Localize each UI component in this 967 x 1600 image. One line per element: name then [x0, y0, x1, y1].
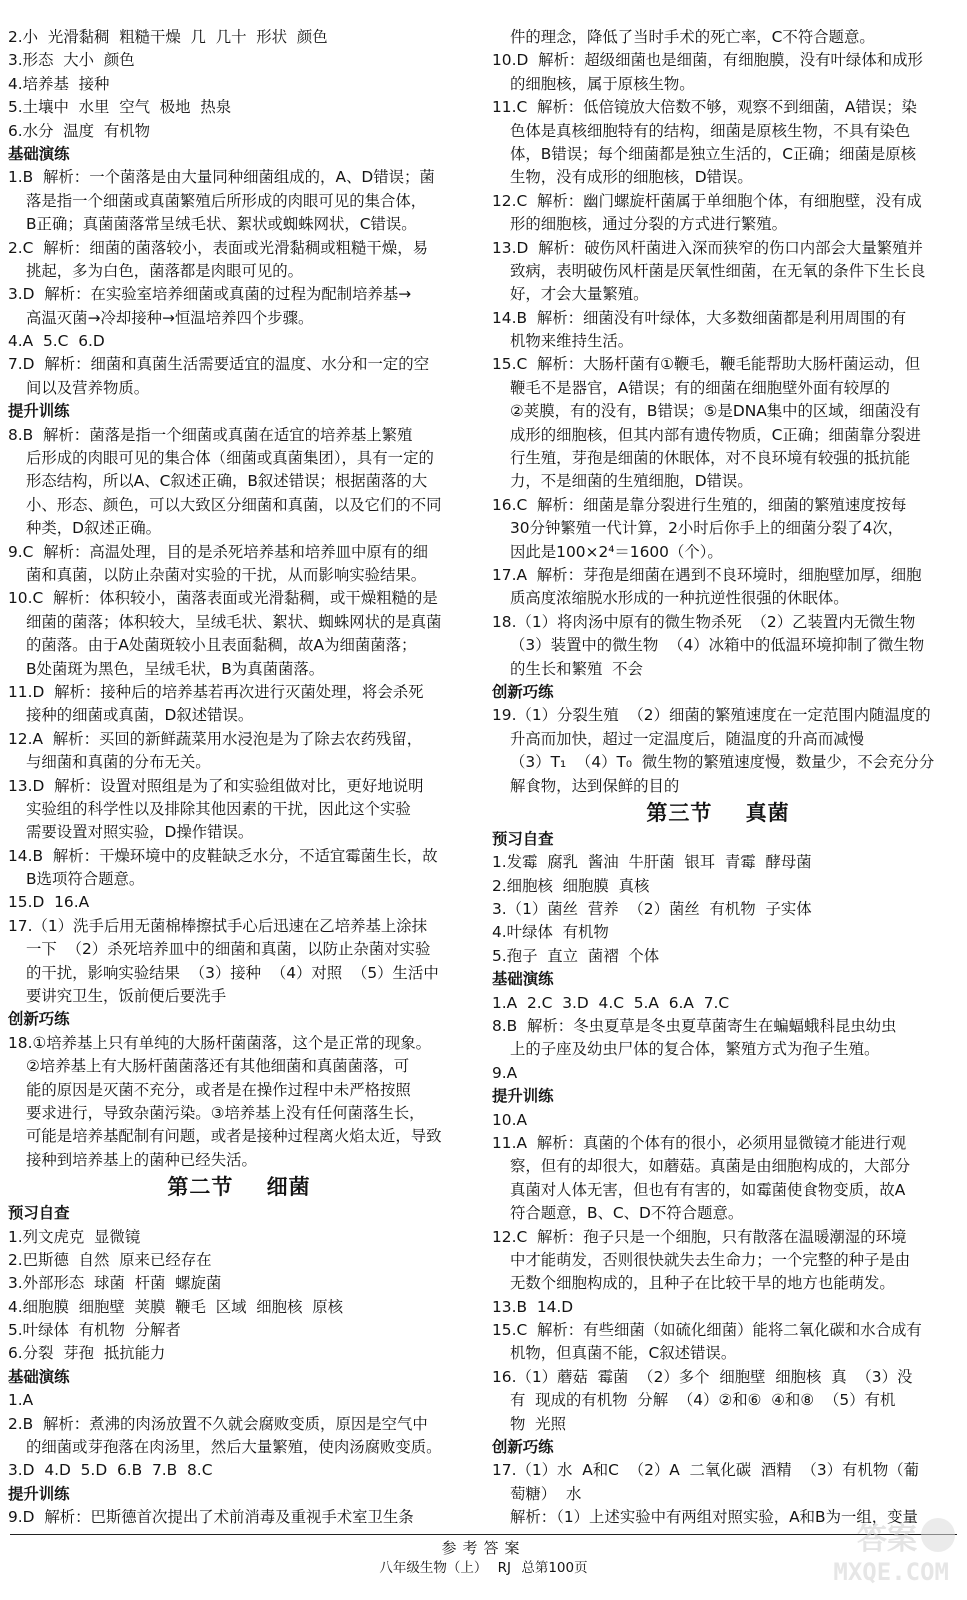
answer-line: 2.C 解析：细菌的菌落较小，表面或光滑黏稠或粗糙干燥，易	[8, 238, 428, 257]
answer-line: 4.细胞膜 细胞壁 荚膜 鞭毛 区域 细胞核 原核	[8, 1297, 344, 1316]
answer-line: 5.孢子 直立 菌褶 个体	[492, 946, 660, 965]
answer-line: 13.B 14.D	[492, 1297, 574, 1316]
answer-line: 要求进行，导致杂菌污染。③培养基上没有任何菌落生长，	[26, 1103, 425, 1122]
answer-line: 15.D 16.A	[8, 893, 90, 912]
answer-line: 行生殖，芽孢是细菌的休眠体，对不良环境有较强的抵抗能	[510, 449, 911, 468]
answer-line: 1.发霉 腐乳 酱油 牛肝菌 银耳 青霉 酵母菌	[492, 853, 812, 872]
answer-line: 机物来维持生活。	[510, 332, 634, 351]
answer-line: 3.（1）菌丝 营养 （2）菌丝 有机物 子实体	[492, 900, 812, 919]
answer-line: 能的原因是灭菌不充分，或者是在操作过程中未严格按照	[26, 1080, 411, 1099]
answer-line: 后形成的肉眼可见的集合体（细菌或真菌集团），具有一定的	[26, 449, 434, 468]
answer-line: 菌和真菌，以防止杂菌对实验的干扰，从而影响实验结果。	[26, 565, 427, 584]
answer-line: 物 光照	[510, 1414, 566, 1433]
answer-line: 落是指一个细菌或真菌繁殖后所形成的肉眼可见的集合体，	[26, 191, 427, 210]
answer-line: 的干扰，影响实验结果 （3）接种 （4）对照 （5）生活中	[26, 963, 439, 982]
answer-line: B处菌斑为黑色，呈绒毛状，B为真菌菌落。	[26, 659, 325, 678]
answer-line: 2.巴斯德 自然 原来已经存在	[8, 1250, 212, 1269]
answer-line: 15.C 解析：有些细菌（如硫化细菌）能将二氧化碳和水合成有	[492, 1321, 922, 1340]
answer-line: 好，才会大量繁殖。	[510, 285, 649, 304]
left-answer-column	[8, 26, 470, 1530]
subsection-heading: 预习自查	[8, 1204, 70, 1223]
answer-line: 接种的细菌或真菌，D叙述错误。	[26, 706, 254, 725]
footer-page-number: 总第100页	[521, 1560, 588, 1576]
subsection-heading: 提升训练	[8, 402, 70, 421]
answer-line: 10.D 解析：超级细菌也是细菌，有细胞膜，没有叶绿体和成形	[492, 51, 923, 70]
answer-line: 11.A 解析：真菌的个体有的很小，必须用显微镜才能进行观	[492, 1133, 907, 1152]
answer-line: 体，B错误；每个细菌都是独立生活的，C正确；细菌是原核	[510, 144, 917, 163]
answer-line: 一下 （2）杀死培养皿中的细菌和真菌，以防止杂菌对实验	[26, 940, 431, 959]
answer-line: 4.培养基 接种	[8, 74, 110, 93]
answer-line: ②培养基上有大肠杆菌菌落还有其他细菌和真菌菌落，可	[26, 1057, 410, 1076]
answer-line: 1.A 2.C 3.D 4.C 5.A 6.A 7.C	[492, 993, 730, 1012]
answer-line: 与细菌和真菌的分布无关。	[26, 753, 211, 772]
answer-line: 6.分裂 芽孢 抵抗能力	[8, 1344, 166, 1363]
answer-line: 的细菌或芽孢落在肉汤里，然后大量繁殖，使肉汤腐败变质。	[26, 1438, 442, 1457]
subsection-heading: 创新巧练	[492, 682, 554, 701]
answer-line: 9.D 解析：巴斯德首次提出了术前消毒及重视手术室卫生条	[8, 1508, 414, 1527]
answer-line: 小、形态、颜色，可以大致区分细菌和真菌，以及它们的不同	[26, 495, 442, 514]
answer-line: 可能是培养基配制有问题，或者是接种过程离火焰太近，导致	[26, 1127, 442, 1146]
answer-line: 17.（1）水 A和C （2）A 二氧化碳 酒精 （3）有机物（葡	[492, 1461, 920, 1480]
subsection-heading: 基础演练	[492, 970, 554, 989]
answer-line: 17.A 解析：芽孢是细菌在遇到不良环境时，细胞壁加厚，细胞	[492, 565, 922, 584]
answer-line: 要讲究卫生，饭前便后要洗手	[26, 987, 227, 1006]
section-title: 第二节 细菌	[167, 1175, 311, 1200]
answer-line: 力，不是细菌的生殖细胞，D错误。	[510, 472, 753, 491]
subsection-heading: 基础演练	[8, 1367, 70, 1386]
answer-line: 16.（1）蘑菇 霉菌 （2）多个 细胞壁 细胞核 真 （3）没	[492, 1367, 913, 1386]
answer-line: 13.D 解析：设置对照组是为了和实验组做对比，更好地说明	[8, 776, 424, 795]
answer-line: 9.A	[492, 1063, 518, 1082]
answer-line: 色体是真核细胞特有的结构，细菌是原核生物，不具有染色	[510, 121, 911, 140]
answer-line: 萄糖） 水	[510, 1484, 582, 1503]
answer-line: 接种到培养基上的菌种已经失活。	[26, 1150, 257, 1169]
answer-line: 升高而加快，超过一定温度后，随温度的升高而减慢	[510, 729, 864, 748]
answer-line: 形的细胞核，通过分裂的方式进行繁殖。	[510, 215, 788, 234]
answer-line: 致病，表明破伤风杆菌是厌氧性细菌，在无氧的条件下生长良	[510, 261, 926, 280]
answer-line: 7.D 解析：细菌和真菌生活需要适宜的温度、水分和一定的空	[8, 355, 430, 374]
answer-line: 察，但有的却很大，如蘑菇。真菌是由细胞构成的，大部分	[510, 1157, 911, 1176]
subsection-heading: 预习自查	[492, 829, 554, 848]
answer-line: 18.（1）将肉汤中原有的微生物杀死 （2）乙装置内无微生物	[492, 612, 916, 631]
answer-line: 18.①培养基上只有单纯的大肠杆菌菌落，这个是正常的现象。	[8, 1033, 432, 1052]
right-answer-column	[492, 26, 944, 1530]
answer-line: 12.C 解析：幽门螺旋杆菌属于单细胞个体，有细胞壁，没有成	[492, 191, 922, 210]
answer-line: 8.B 解析：菌落是指一个细菌或真菌在适宜的培养基上繁殖	[8, 425, 413, 444]
answer-line: 9.C 解析：高温处理，目的是杀死培养基和培养皿中原有的细	[8, 542, 428, 561]
answer-line: 11.C 解析：低倍镜放大倍数不够，观察不到细菌，A错误；染	[492, 98, 917, 117]
answer-line: 形态结构，所以A、C叙述正确，B叙述错误；根据菌落的大	[26, 472, 428, 491]
answer-line: 2.细胞核 细胞膜 真核	[492, 876, 650, 895]
answer-line: B选项符合题意。	[26, 870, 145, 889]
answer-line: 14.B 解析：细菌没有叶绿体，大多数细菌都是利用周围的有	[492, 308, 907, 327]
answer-line: 件的理念，降低了当时手术的死亡率，C不符合题意。	[510, 28, 875, 46]
answer-line: 成形的细胞核，但其内部有遗传物质，C正确；细菌靠分裂进	[510, 425, 921, 444]
answer-line: 中才能萌发，否则很快就失去生命力；一个完整的种子是由	[510, 1250, 911, 1269]
answer-line: 因此是100×2⁴＝1600（个）。	[510, 542, 723, 561]
answer-line: 8.B 解析：冬虫夏草是冬虫夏草菌寄生在蝙蝠蛾科昆虫幼虫	[492, 1017, 897, 1036]
answer-line: （3）装置中的微生物 （4）冰箱中的低温环境抑制了微生物	[510, 636, 925, 655]
answer-line: 解析：（1）上述实验中有两组对照实验，A和B为一组，变量	[510, 1508, 918, 1527]
answer-line: 15.C 解析：大肠杆菌有①鞭毛，鞭毛能帮助大肠杆菌运动，但	[492, 355, 921, 374]
answer-line: 3.D 4.D 5.D 6.B 7.B 8.C	[8, 1461, 213, 1480]
answer-line: 12.A 解析：买回的新鲜蔬菜用水浸泡是为了除去农药残留，	[8, 729, 423, 748]
answer-line: 符合题意，B、C、D不符合题意。	[510, 1204, 744, 1223]
answer-line: 3.外部形态 球菌 杆菌 螺旋菌	[8, 1274, 222, 1293]
answer-line: 解食物，达到保鲜的目的	[510, 776, 680, 795]
answer-line: 有 现成的有机物 分解 （4）②和⑥ ④和⑧ （5）有机	[510, 1391, 896, 1410]
answer-line: 无数个细胞构成的，且种子在比较干旱的地方也能萌发。	[510, 1274, 895, 1293]
watermark-text: 答案	[857, 1522, 917, 1557]
answer-line: 1.A	[8, 1391, 34, 1410]
answer-line: 质高度浓缩脱水形成的一种抗逆性很强的休眠体。	[510, 589, 849, 608]
answer-line: 17.（1）洗手后用无菌棉棒擦拭手心后迅速在乙培养基上涂抹	[8, 916, 428, 935]
answer-line: 5.土壤中 水里 空气 极地 热泉	[8, 98, 232, 117]
answer-line: 16.C 解析：细菌是靠分裂进行生殖的，细菌的繁殖速度按每	[492, 495, 907, 514]
answer-line: 10.C 解析：体积较小，菌落表面或光滑黏稠，或干燥粗糙的是	[8, 589, 438, 608]
answer-line: 2.B 解析：煮沸的肉汤放置不久就会腐败变质，原因是空气中	[8, 1414, 428, 1433]
answer-line: 鞭毛不是器官，A错误；有的细菌在细胞壁外面有较厚的	[510, 378, 890, 397]
section-title: 第三节 真菌	[646, 800, 790, 825]
footer-edition: RJ	[497, 1560, 512, 1576]
answer-line: 5.叶绿体 有机物 分解者	[8, 1321, 181, 1340]
watermark-url: MXQE.COM	[833, 1558, 949, 1586]
answer-line: 高温灭菌→冷却接种→恒温培养四个步骤。	[26, 308, 314, 327]
answer-line: 13.D 解析：破伤风杆菌进入深而狭窄的伤口内部会大量繁殖并	[492, 238, 923, 257]
answer-line: B正确；真菌菌落常呈绒毛状、絮状或蜘蛛网状，C错误。	[26, 215, 417, 234]
answer-line: 需要设置对照实验，D操作错误。	[26, 823, 254, 842]
footer-grade: 八年级生物（上）	[379, 1560, 488, 1576]
answer-line: 6.水分 温度 有机物	[8, 121, 150, 140]
answer-line: 的细胞核，属于原核生物。	[510, 74, 695, 93]
answer-line: ②荚膜，有的没有，B错误；⑤是DNA集中的区域，细菌没有	[510, 402, 921, 421]
answer-line: 12.C 解析：孢子只是一个细胞，只有散落在温暖潮湿的环境	[492, 1227, 907, 1246]
answer-line: 细菌的菌落；体积较大，呈绒毛状、絮状、蜘蛛网状的是真菌	[26, 612, 442, 631]
subsection-heading: 提升训练	[492, 1087, 554, 1106]
answer-line: 10.A	[492, 1110, 528, 1129]
watermark-logo-icon	[921, 1518, 955, 1552]
subsection-heading: 创新巧练	[8, 1010, 70, 1029]
answer-line: 3.形态 大小 颜色	[8, 51, 135, 70]
answer-line: 生物，没有成形的细胞核，D错误。	[510, 168, 753, 187]
watermark	[785, 1514, 955, 1594]
answer-line: 14.B 解析：干燥环境中的皮鞋缺乏水分，不适宜霉菌生长，故	[8, 846, 438, 865]
footer-title: 参考答案	[441, 1539, 526, 1557]
answer-line: 间以及营养物质。	[26, 378, 150, 397]
answer-line: 3.D 解析：在实验室培养细菌或真菌的过程为配制培养基→	[8, 285, 412, 304]
answer-line: 实验组的科学性以及排除其他因素的干扰，因此这个实验	[26, 799, 411, 818]
answer-line: 机物，但真菌不能，C叙述错误。	[510, 1344, 737, 1363]
answer-line: 真菌对人体无害，但也有有害的，如霉菌使食物变质，故A	[510, 1180, 906, 1199]
answer-line: 种类，D叙述正确。	[26, 519, 161, 538]
subsection-heading: 提升训练	[8, 1484, 70, 1503]
answer-line: 11.D 解析：接种后的培养基若再次进行灭菌处理，将会杀死	[8, 682, 424, 701]
answer-line: （3）T₁ （4）T₀ 微生物的繁殖速度慢，数量少，不会充分分	[510, 753, 935, 772]
answer-line: 1.B 解析：一个菌落是由大量同种细菌组成的，A、D错误；菌	[8, 168, 435, 187]
subsection-heading: 基础演练	[8, 144, 70, 163]
answer-line: 30分钟繁殖一代计算，2小时后你手上的细菌分裂了4次，	[510, 519, 904, 538]
answer-line: 2.小 光滑黏稠 粗糙干燥 几 几十 形状 颜色	[8, 28, 328, 46]
answer-line: 的菌落。由于A处菌斑较小且表面黏稠，故A为细菌菌落；	[26, 636, 417, 655]
answer-line: 19.（1）分裂生殖 （2）细菌的繁殖速度在一定范围内随温度的	[492, 706, 931, 725]
answer-line: 上的子座及幼虫尸体的复合体，繁殖方式为孢子生殖。	[510, 1040, 880, 1059]
answer-line: 4.叶绿体 有机物	[492, 923, 609, 942]
subsection-heading: 创新巧练	[492, 1438, 554, 1457]
answer-line: 1.列文虎克 显微镜	[8, 1227, 141, 1246]
answer-line: 挑起，多为白色，菌落都是肉眼可见的。	[26, 261, 304, 280]
answer-line: 4.A 5.C 6.D	[8, 332, 105, 351]
answer-line: 的生长和繁殖 不会	[510, 659, 643, 678]
